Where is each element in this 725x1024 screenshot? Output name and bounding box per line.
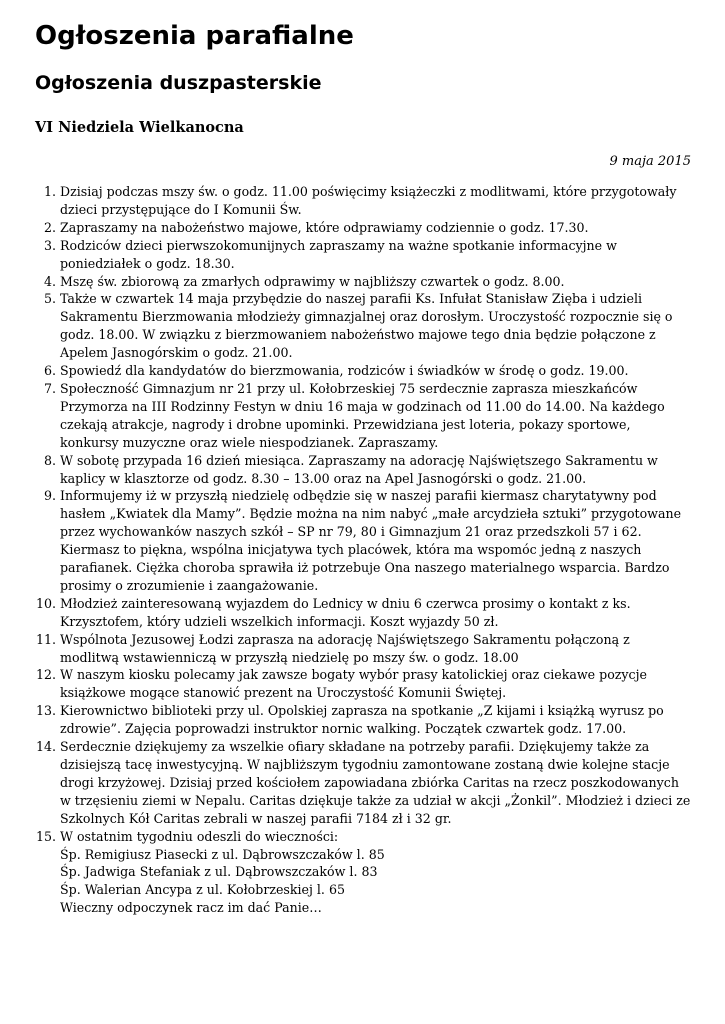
section-subtitle: Ogłoszenia duszpasterskie <box>35 72 322 94</box>
announcement-item-11: 11. Wspólnota Jezusowej Łodzi zaprasza na adorację Najświętszego Sakramentu połączoną z modlitwą wstawienniczą w przyszłą niedzielę po mszy św. o godz. 18.00 <box>60 631 691 667</box>
obituary-name-2: Śp. Jadwiga Stefaniak z ul. Dąbrowszczaków l. 83 <box>60 864 378 880</box>
announcement-item-1: 1. Dzisiaj podczas mszy św. o godz. 11.00 poświęcimy książeczki z modlitwami, które przygotowały dzieci przystępujące do I Komunii Św. <box>60 183 691 219</box>
announcement-item-5: 5. Także w czwartek 14 maja przybędzie do naszej parafii Ks. Infułat Stanisław Zięba i udzieli Sakramentu Bierzmowania młodzieży gimnazjalnej oraz dorosłym. Uroczystość rozpocznie się o godz. 18.00. W związku z bierzmowaniem nabożeństwo majowe tego dnia będzie połączone z Apelem Jasnogórskim o godz. 21.00. <box>60 290 691 362</box>
announcement-item-7: 7. Społeczność Gimnazjum nr 21 przy ul. Kołobrzeskiej 75 serdecznie zaprasza mieszkańców Przymorza na III Rodzinny Festyn w dniu 16 maja w godzinach od 11.00 do 14.00. Na każdego czekają atrakcje, nagrody i drobne upominki. Przewidziana jest loteria, pokazy sportowe, konkursy muzyczne oraz wiele niespodzianek. Zapraszamy. <box>60 380 691 452</box>
announcement-item-10: 10. Młodzież zainteresowaną wyjazdem do Lednicy w dniu 6 czerwca prosimy o kontakt z ks. Krzysztofem, który udzieli wszelkich informacji. Koszt wyjazdy 50 zł. <box>60 595 691 631</box>
announcement-item-14: 14. Serdecznie dziękujemy za wszelkie ofiary składane na potrzeby parafii. Dziękujemy także za dzisiejszą tacę inwestycyjną. W najbliższym tygodniu zamontowane zostaną dwie kolejne stacje drogi krzyżowej. Dzisiaj przed kościołem zapowiadana zbiórka Caritas na rzecz poszkodowanych w trzęsieniu ziemi w Nepalu. Caritas dziękuje także za udział w akcji „Żonkil”. Młodzież i dzieci ze Szkolnych Kół Caritas zebrali w naszej parafii 7184 zł i 32 gr. <box>60 738 691 828</box>
announcement-item-4: 4. Mszę św. zbiorową za zmarłych odprawimy w najbliższy czwartek o godz. 8.00. <box>60 273 691 291</box>
announcement-date: 9 maja 2015 <box>609 154 691 169</box>
sunday-heading: VI Niedziela Wielkanocna <box>35 119 244 136</box>
announcement-item-13: 13. Kierownictwo biblioteki przy ul. Opolskiej zaprasza na spotkanie „Z kijami i książką wyrusz po zdrowie”. Zajęcia poprowadzi instruktor nornic walking. Początek czwartek godz. 17.00. <box>60 702 691 738</box>
announcements-list <box>35 183 691 917</box>
page-title: Ogłoszenia parafialne <box>35 21 354 51</box>
announcement-item-6: 6. Spowiedź dla kandydatów do bierzmowania, rodziców i świadków w środę o godz. 19.00. <box>60 362 691 380</box>
obituary-name-3: Śp. Walerian Ancypa z ul. Kołobrzeskiej l. 65 <box>60 882 345 898</box>
announcement-item-3: 3. Rodziców dzieci pierwszokomunijnych zapraszamy na ważne spotkanie informacyjne w poniedziałek o godz. 18.30. <box>60 237 691 273</box>
obituary-closing: Wieczny odpoczynek racz im dać Panie… <box>60 900 322 916</box>
announcement-item-12: 12. W naszym kiosku polecamy jak zawsze bogaty wybór prasy katolickiej oraz ciekawe pozycje książkowe mogące stanowić prezent na Uroczystość Komunii Świętej. <box>60 666 691 702</box>
announcement-item-8: 8. W sobotę przypada 16 dzień miesiąca. Zapraszamy na adorację Najświętszego Sakramentu w kaplicy w klasztorze od godz. 8.30 – 13.00 oraz na Apel Jasnogórski o godz. 21.00. <box>60 452 691 488</box>
obituary-name-1: Śp. Remigiusz Piasecki z ul. Dąbrowszczaków l. 85 <box>60 846 385 862</box>
announcement-item-2: 2. Zapraszamy na nabożeństwo majowe, które odprawiamy codziennie o godz. 17.30. <box>60 219 691 237</box>
announcement-item-9: 9. Informujemy iż w przyszłą niedzielę odbędzie się w naszej parafii kiermasz charytatywny pod hasłem „Kwiatek dla Mamy”. Będzie można na nim nabyć „małe arcydzieła sztuki” przygotowane przez wychowanków naszych szkół – SP nr 79, 80 i Gimnazjum 21 oraz przedszkoli 57 i 62. Kiermasz to piękna, wspólna inicjatywa tych placówek, która ma wspomóc jedną z naszych parafianek. Ciężka choroba sprawiła iż potrzebuje Ona naszego materialnego wsparcia. Bardzo prosimy o zrozumienie i zaangażowanie. <box>60 487 691 594</box>
obituary-intro: 15. W ostatnim tygodniu odeszli do wieczności: <box>60 828 339 844</box>
announcement-item-15 <box>60 828 691 918</box>
